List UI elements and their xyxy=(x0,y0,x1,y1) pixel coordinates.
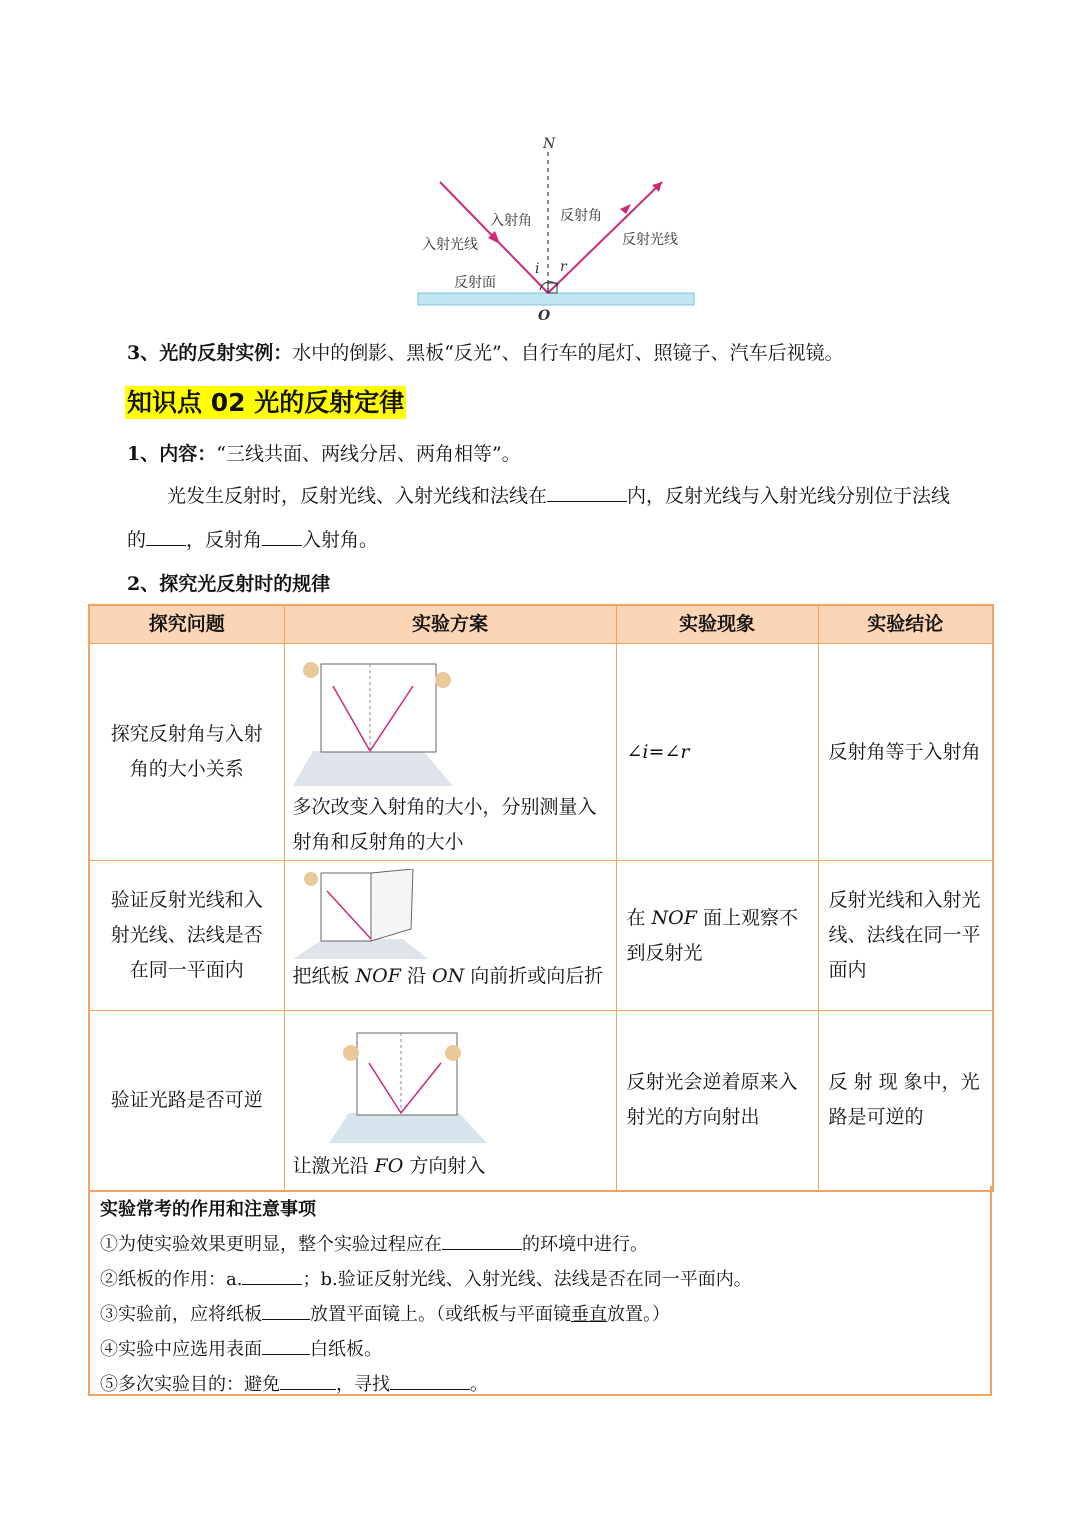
item2-heading: 2、探究光反射时的规律 xyxy=(127,573,331,595)
para-b: 内，反射光线与入射光线分别位于法线 xyxy=(627,485,951,507)
row2-conclusion: 反射光线和入射光线、法线在同一平面内 xyxy=(818,861,993,1011)
row3-plan xyxy=(284,1011,616,1191)
note-4 xyxy=(100,1332,980,1367)
row3-plan-text xyxy=(293,1149,608,1184)
text: 在 xyxy=(626,906,652,929)
item1-text: “三线共面、两线分居、两角相等”。 xyxy=(216,443,521,465)
text: ⑤多次实验目的：避免 xyxy=(100,1374,280,1395)
item3-line xyxy=(127,339,844,367)
text: ON xyxy=(432,965,465,987)
row1-phenomenon: ∠i=∠r xyxy=(616,644,818,861)
label-i: i xyxy=(535,261,540,277)
blank-environment[interactable] xyxy=(442,1231,522,1250)
label-r: r xyxy=(560,259,567,275)
row1-plan xyxy=(284,644,616,861)
item3-text: 水中的倒影、黑板“反光”、自行车的尾灯、照镜子、汽车后视镜。 xyxy=(292,342,844,364)
notes-title: 实验常考的作用和注意事项 xyxy=(100,1199,316,1220)
table-row xyxy=(89,644,993,861)
text: 放置平面镜上。（或纸板与平面镜 xyxy=(310,1304,571,1325)
text: 放置。） xyxy=(607,1304,670,1325)
experiment-board-figure xyxy=(293,656,463,786)
note-5 xyxy=(100,1367,980,1402)
blank-avoid[interactable] xyxy=(280,1371,336,1390)
header-plan: 实验方案 xyxy=(284,605,616,644)
blank-surface[interactable] xyxy=(262,1336,310,1355)
text: 面上观察不到反射光 xyxy=(626,906,798,964)
table-header-row xyxy=(89,605,993,644)
para-a: 光发生反射时，反射光线、入射光线和法线在 xyxy=(167,485,548,507)
note-2 xyxy=(100,1262,980,1297)
blank-board-use[interactable] xyxy=(242,1266,302,1285)
text: 向前折或向后折 xyxy=(464,965,604,987)
item1-paragraph-1 xyxy=(167,482,950,510)
item1-paragraph-2 xyxy=(127,526,378,554)
header-question: 探究问题 xyxy=(89,605,284,644)
note-1 xyxy=(100,1227,980,1262)
notes-box xyxy=(88,1186,992,1396)
label-incident-angle: 入射角 xyxy=(490,213,532,229)
reversible-path-figure xyxy=(329,1025,489,1143)
item3-prefix: 3、光的反射实例： xyxy=(127,342,293,364)
table-row xyxy=(89,861,993,1011)
text: 垂直 xyxy=(571,1304,607,1325)
text: 。 xyxy=(470,1374,488,1395)
row3-question: 验证光路是否可逆 xyxy=(89,1011,284,1191)
text: 方向射入 xyxy=(403,1155,486,1177)
text: 沿 xyxy=(400,965,433,987)
experiment-table xyxy=(88,604,994,1192)
text: 白纸板。 xyxy=(310,1339,382,1360)
item1-line xyxy=(127,440,521,468)
text: NOF xyxy=(651,906,697,929)
para-e: 入射角。 xyxy=(302,529,379,551)
text: ；b.验证反射光线、入射光线、法线是否在同一平面内。 xyxy=(302,1269,752,1290)
label-reflect-ray: 反射光线 xyxy=(622,232,678,248)
note-3 xyxy=(100,1297,980,1332)
row2-plan xyxy=(284,861,616,1011)
para-c: 的 xyxy=(127,529,147,551)
text: ①为使实验效果更明显，整个实验过程应在 xyxy=(100,1234,442,1255)
table-row xyxy=(89,1011,993,1191)
header-phenomenon: 实验现象 xyxy=(616,605,818,644)
text: ②纸板的作用：a. xyxy=(100,1269,243,1290)
item1-prefix: 1、内容： xyxy=(127,443,217,465)
blank-seek[interactable] xyxy=(390,1371,470,1390)
text: ，寻找 xyxy=(336,1374,390,1395)
row2-plan-text xyxy=(293,959,608,994)
section-title-text: 知识点 02 光的反射定律 xyxy=(127,388,405,417)
text: NOF xyxy=(355,965,401,987)
label-reflect-angle: 反射角 xyxy=(560,208,602,224)
mirror-surface xyxy=(418,293,694,305)
section-title xyxy=(125,386,406,420)
row3-phenomenon: 反射光会逆着原来入射光的方向射出 xyxy=(616,1011,818,1191)
row1-question: 探究反射角与入射角的大小关系 xyxy=(89,644,284,861)
blank-placement[interactable] xyxy=(262,1301,310,1320)
row3-conclusion: 反 射 现 象中，光路是可逆的 xyxy=(818,1011,993,1191)
row2-question: 验证反射光线和入射光线、法线是否在同一平面内 xyxy=(89,861,284,1011)
text: 的环境中进行。 xyxy=(522,1234,648,1255)
text: ④实验中应选用表面 xyxy=(100,1339,262,1360)
blank-plane[interactable] xyxy=(547,483,627,502)
folded-board-figure xyxy=(293,869,433,959)
blank-equal[interactable] xyxy=(262,527,302,546)
label-N: N xyxy=(543,136,556,152)
row2-phenomenon xyxy=(616,861,818,1011)
text: 让激光沿 xyxy=(292,1155,375,1177)
para-d: ，反射角 xyxy=(186,529,263,551)
label-O: O xyxy=(538,308,551,324)
label-surface: 反射面 xyxy=(454,275,496,291)
label-incident-ray: 入射光线 xyxy=(422,237,478,253)
row1-plan-text: 多次改变入射角的大小，分别测量入射角和反射角的大小 xyxy=(292,796,597,853)
text: ③实验前，应将纸板 xyxy=(100,1304,262,1325)
reflection-diagram xyxy=(400,130,710,325)
text: 把纸板 xyxy=(292,965,356,987)
row1-conclusion: 反射角等于入射角 xyxy=(818,644,993,861)
text: FO xyxy=(374,1155,404,1177)
blank-side[interactable] xyxy=(146,527,186,546)
header-conclusion: 实验结论 xyxy=(818,605,993,644)
